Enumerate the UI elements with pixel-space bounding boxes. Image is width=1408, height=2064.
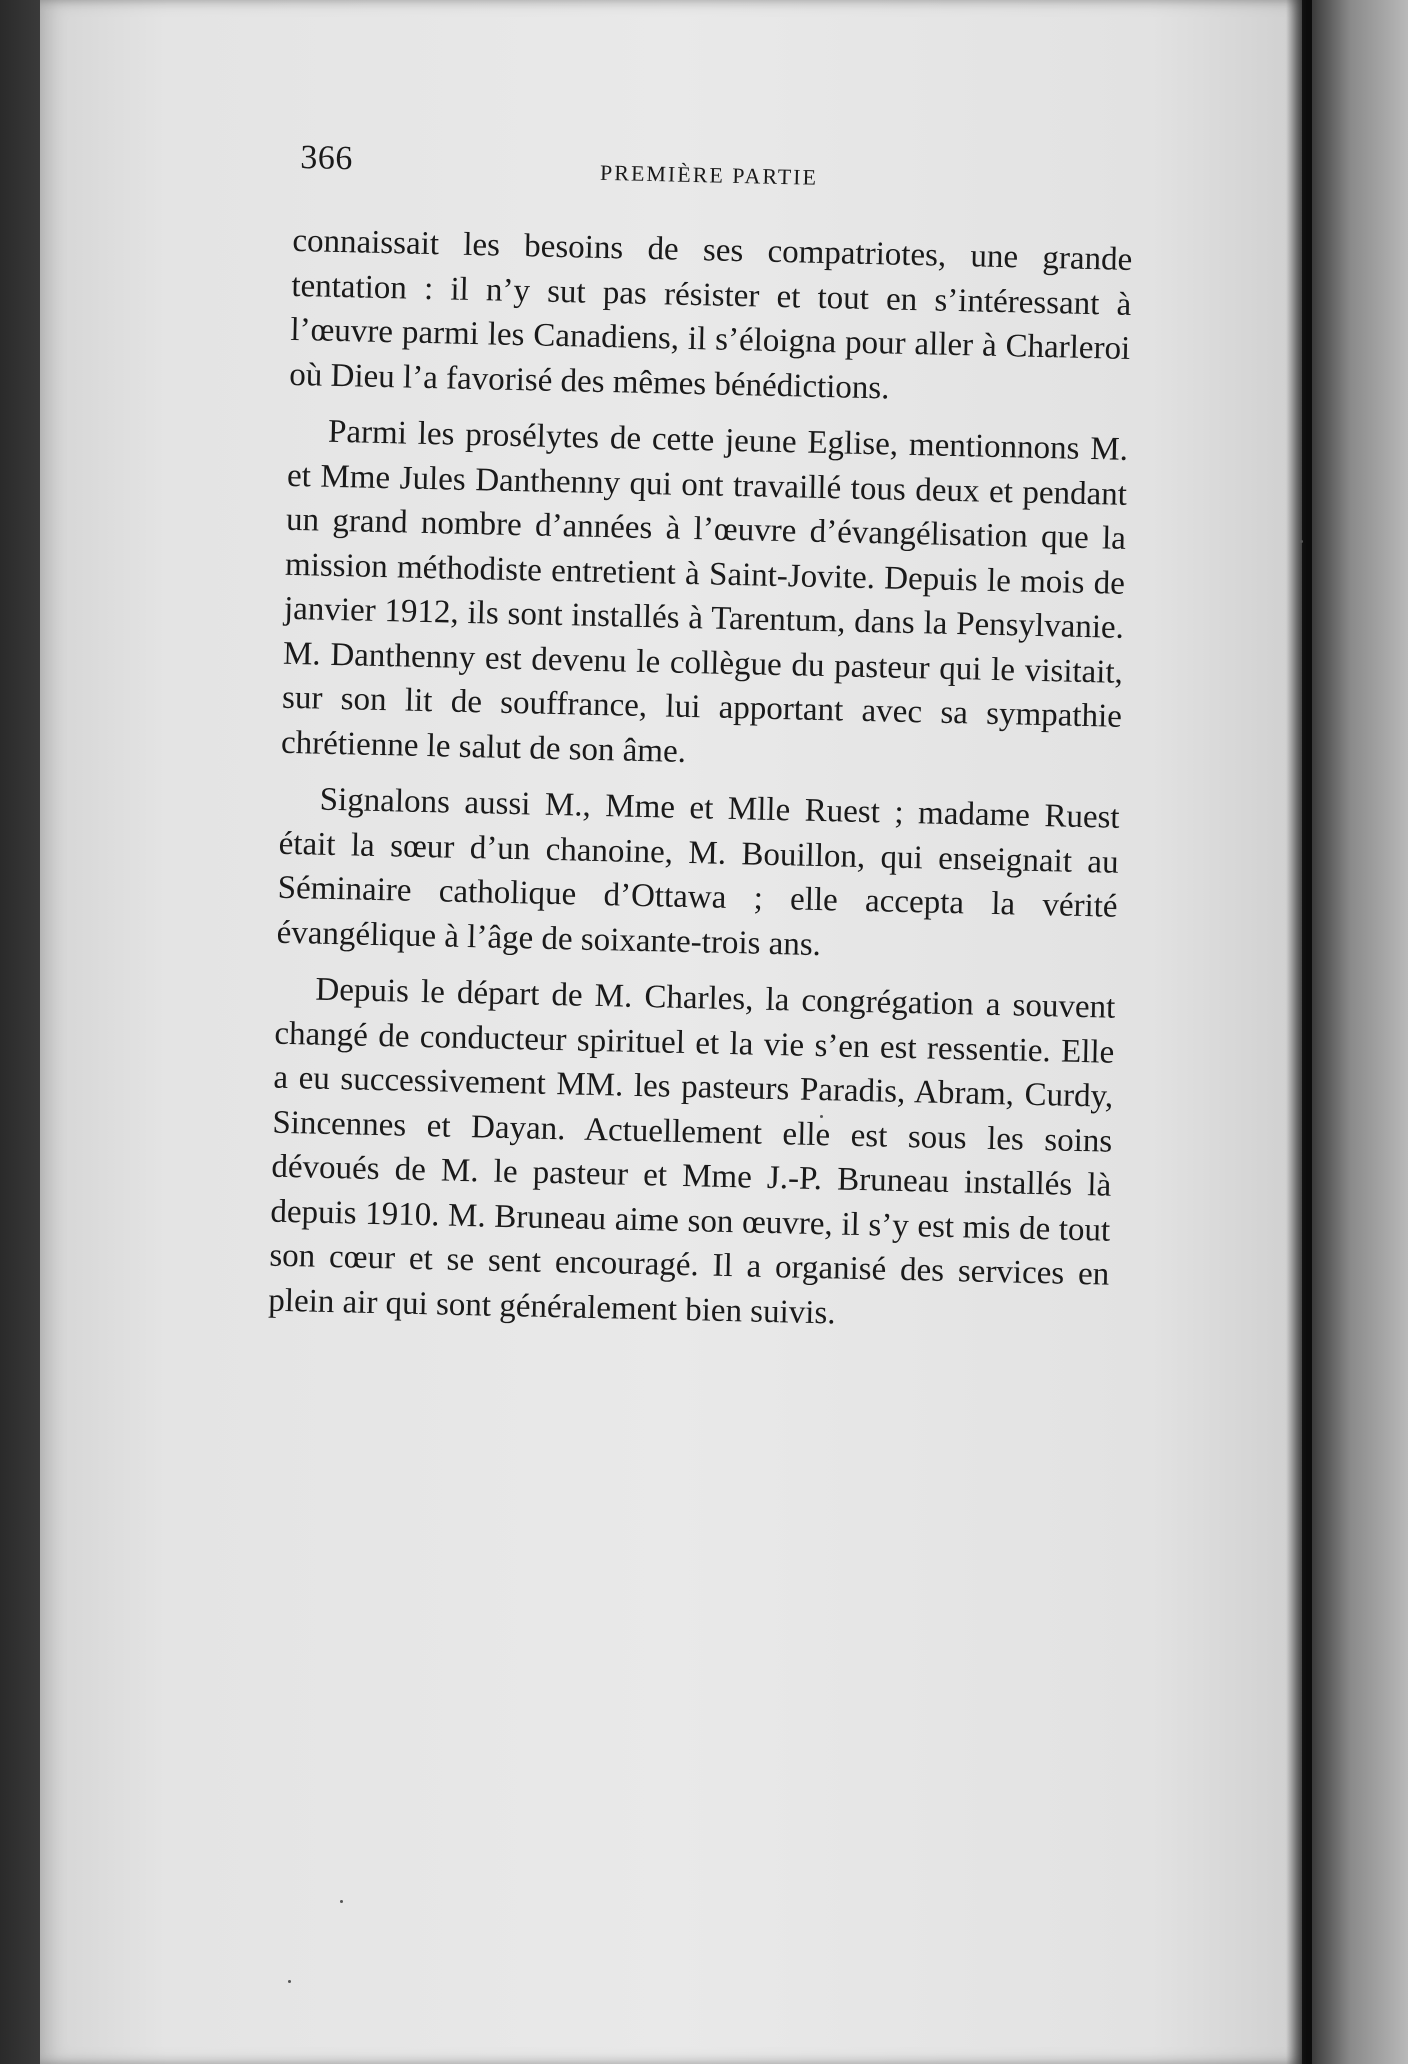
scan-speck — [1300, 540, 1303, 543]
paragraph: Signalons aussi M., Mme et Mlle Ruest ; madame Ruest était la sœur d’un chanoine, M. Bouillon, qui enseignait au Séminaire catholique d’Ottawa ; elle accepta la vérité évangélique à l’âge de soixante-trois ans. — [276, 781, 1120, 963]
running-title: PREMIÈRE PARTIE — [599, 159, 819, 190]
scan-speck — [340, 1900, 343, 1903]
page-number: 366 — [299, 139, 354, 178]
binding-shadow — [1286, 0, 1312, 2064]
adjacent-page-edge — [1312, 0, 1408, 2064]
paragraph: Depuis le départ de M. Charles, la congrégation a souvent changé de conducteur spirituel et la vie s’en est ressentie. Elle a eu successivement MM. les pasteurs Paradis, Abram, Curdy, Sincennes et Dayan. Actuellement elle est sous les soins dévoués de M. le pasteur et Mme J.-P. Bruneau installés là depuis 1910. M. Bruneau aime son œuvre, il s’y est mis de tout son cœur et se sent encouragé. Il a organisé des services en plein air qui sont généralement bien suivis. — [268, 971, 1116, 1331]
paragraph: Parmi les prosélytes de cette jeune Eglise, mentionnons M. et Mme Jules Danthenny qui ont travaillé tous deux et pendant un grand nombre d’années à l’œuvre d’évangélisation que la mission méthodiste entretient à Saint-Jovite. Depuis le mois de janvier 1912, ils sont installés à Tarentum, dans la Pensylvanie. M. Danthenny est devenu le collègue du pasteur qui le visitait, sur son lit de souffrance, lui apportant avec sa sympathie chrétienne le salut de son âme. — [280, 413, 1129, 770]
page-text-block — [228, 128, 1175, 1343]
scan-speck — [288, 1980, 291, 1983]
paragraph: connaissait les besoins de ses compatriotes, une grande tentation : il n’y sut pas résister et tout en s’intéressant à l’œuvre parmi les Canadiens, il s’éloigna pour aller à Charleroi où Dieu l’a favorisé des mêmes bénédictions. — [289, 222, 1133, 406]
